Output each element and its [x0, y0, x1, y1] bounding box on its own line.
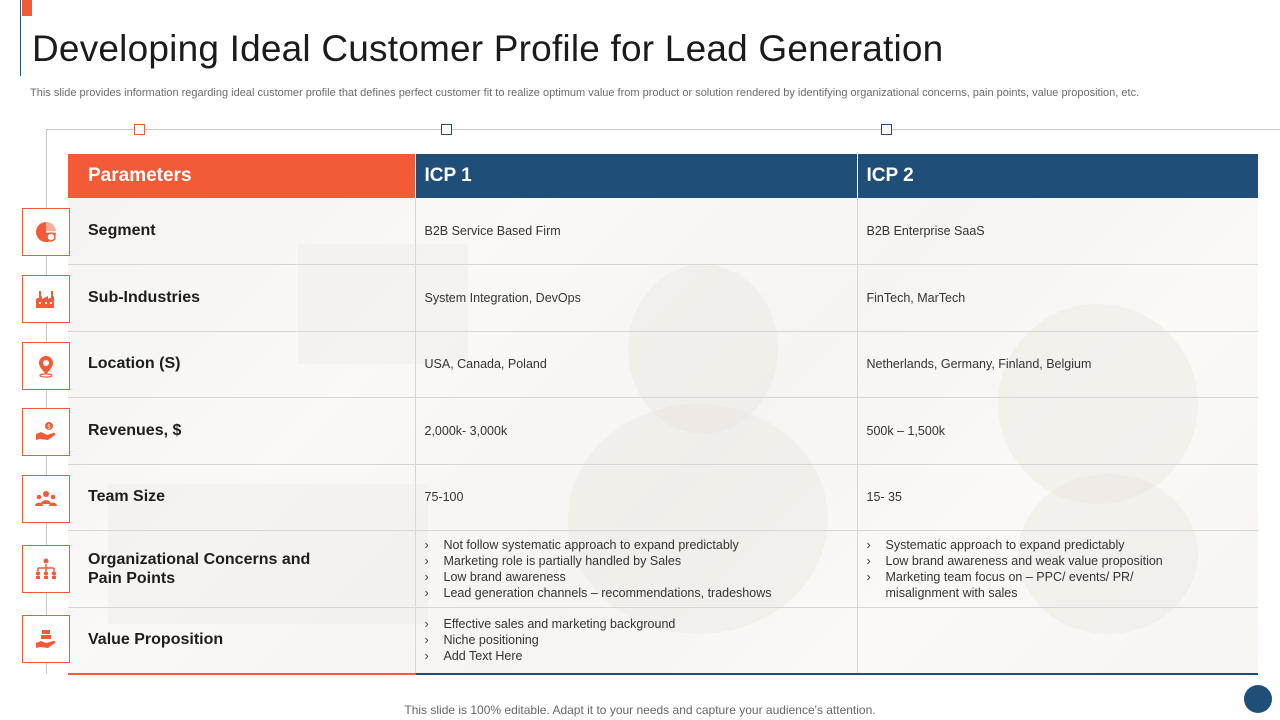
- icp2-value: FinTech, MarTech: [857, 265, 1258, 332]
- list-item: › Low brand awareness: [425, 569, 857, 585]
- title-accent-line: [20, 0, 21, 76]
- table-row-team-size: [68, 464, 1258, 531]
- list-item: › Lead generation channels – recommendations, tradeshows: [425, 585, 857, 601]
- svg-text:$: $: [47, 423, 51, 431]
- row-label: Sub-Industries: [68, 265, 415, 332]
- icp2-value: [857, 531, 1258, 608]
- row-label: Revenues, $: [68, 398, 415, 465]
- icp1-value: [415, 531, 857, 608]
- page-subtitle: This slide provides information regarding ideal customer profile that defines perfect customer fit to realize optimum value from product or solution rendered by identifying organizational concerns, pain points, value proposition, etc.: [30, 87, 1140, 99]
- list-item: › Not follow systematic approach to expand predictably: [425, 537, 857, 553]
- list-item: › Systematic approach to expand predictably: [867, 537, 1197, 553]
- header-icp2: ICP 2: [857, 154, 1258, 198]
- list-item: › Low brand awareness and weak value proposition: [867, 553, 1197, 569]
- page-indicator-dot: [1244, 685, 1272, 713]
- header-parameters: Parameters: [68, 154, 415, 198]
- hand-money-icon: [22, 408, 70, 456]
- icp1-value: System Integration, DevOps: [415, 265, 857, 332]
- icp1-value: 2,000k- 3,000k: [415, 398, 857, 465]
- table-row-sub-industries: [68, 265, 1258, 332]
- team-icon: [22, 475, 70, 523]
- column-marker-icp1: [441, 124, 452, 135]
- icp1-value: 75-100: [415, 464, 857, 531]
- header-icp1: ICP 1: [415, 154, 857, 198]
- org-chart-icon: [22, 545, 70, 593]
- list-item: › Marketing team focus on – PPC/ events/ PR/ misalignment with sales: [867, 569, 1197, 601]
- table-header-row: [68, 154, 1258, 198]
- row-label: Organizational Concerns and Pain Points: [68, 531, 415, 608]
- icp2-value: [857, 608, 1258, 674]
- icp1-value: [415, 608, 857, 674]
- factory-icon: [22, 275, 70, 323]
- icp-table: [68, 154, 1258, 675]
- icp2-value: B2B Enterprise SaaS: [857, 198, 1258, 265]
- row-label: Segment: [68, 198, 415, 265]
- table-row-value-proposition: [68, 608, 1258, 674]
- location-pin-icon: [22, 342, 70, 390]
- icp1-value: B2B Service Based Firm: [415, 198, 857, 265]
- table-row-org-concerns: [68, 531, 1258, 608]
- frame-top-line: [46, 129, 1280, 130]
- table-row-location: [68, 331, 1258, 398]
- column-marker-icp2: [881, 124, 892, 135]
- list-item: › Effective sales and marketing background: [425, 616, 857, 632]
- footer-note: This slide is 100% editable. Adapt it to your needs and capture your audience's attention.: [404, 703, 876, 717]
- column-marker-parameters: [134, 124, 145, 135]
- pie-chart-icon: [22, 208, 70, 256]
- icp2-value: Netherlands, Germany, Finland, Belgium: [857, 331, 1258, 398]
- hand-value-icon: [22, 615, 70, 663]
- list-item: › Marketing role is partially handled by Sales: [425, 553, 857, 569]
- page-title: Developing Ideal Customer Profile for Lead Generation: [32, 28, 944, 69]
- icp2-value: 15- 35: [857, 464, 1258, 531]
- table-row-segment: [68, 198, 1258, 265]
- list-item: › Niche positioning: [425, 632, 857, 648]
- icp1-value: USA, Canada, Poland: [415, 331, 857, 398]
- list-item: › Add Text Here: [425, 648, 857, 664]
- row-label: Team Size: [68, 464, 415, 531]
- title-accent-block: [22, 0, 32, 16]
- row-label: Value Proposition: [68, 608, 415, 674]
- table-row-revenues: [68, 398, 1258, 465]
- icp2-value: 500k – 1,500k: [857, 398, 1258, 465]
- row-label: Location (S): [68, 331, 415, 398]
